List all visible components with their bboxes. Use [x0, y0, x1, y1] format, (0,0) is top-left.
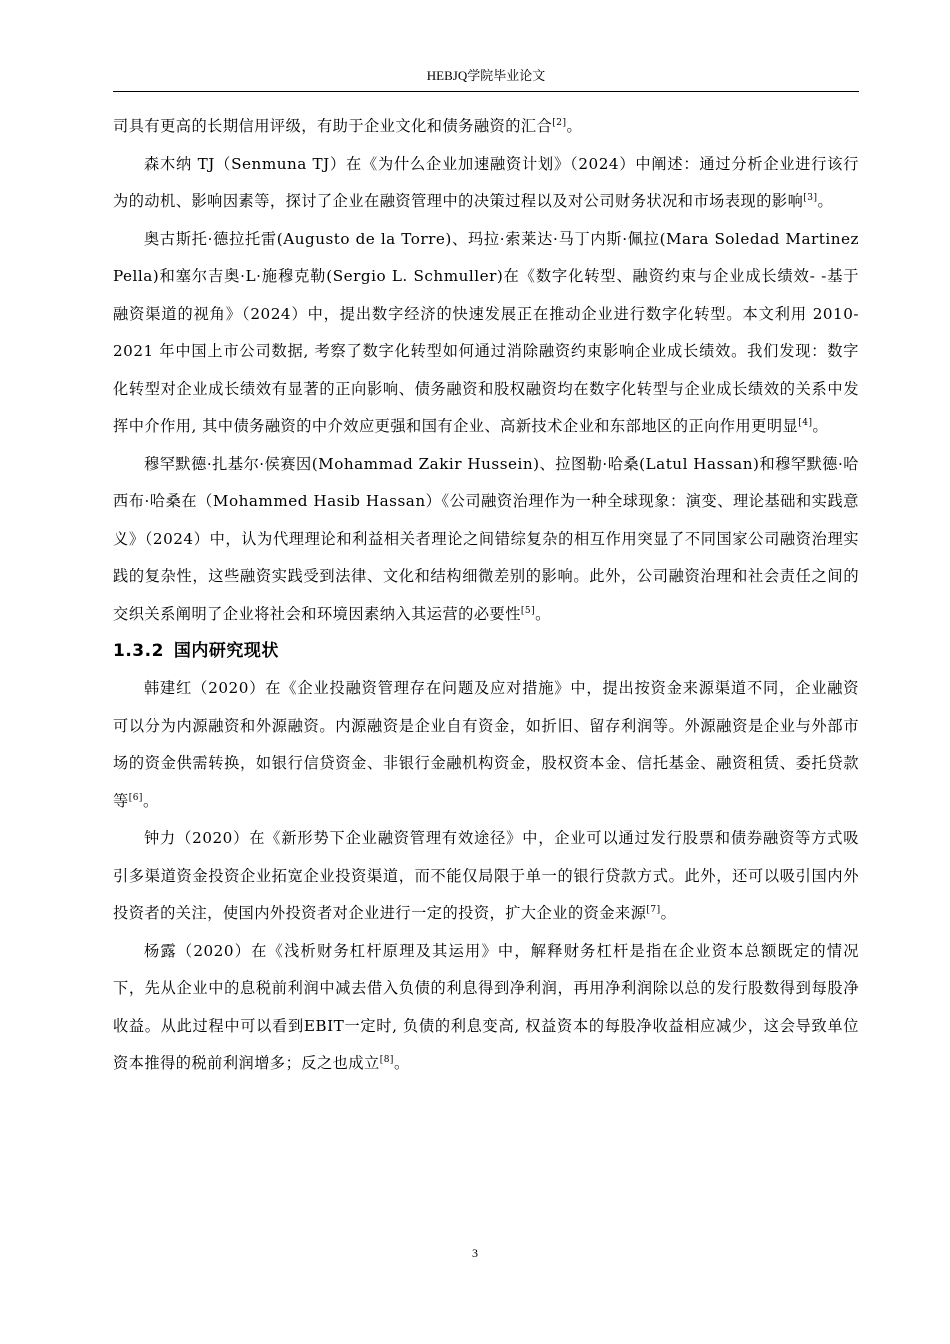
- page-number: 3: [472, 1246, 478, 1260]
- page-body: [113, 108, 859, 1083]
- running-header: HEBJQ学院毕业论文: [426, 68, 546, 83]
- paragraph-yang: [113, 933, 859, 1083]
- paragraph-continuation: [113, 108, 859, 146]
- citation-ref: [8]: [379, 1055, 394, 1065]
- section-number: 1.3.2: [113, 641, 164, 661]
- paragraph-end: 。: [142, 791, 159, 810]
- paragraph-hussein: [113, 446, 859, 634]
- section-heading: [113, 633, 859, 670]
- paragraph-senmuna: [113, 146, 859, 221]
- paragraph-end: 。: [566, 117, 583, 135]
- citation-ref: [6]: [128, 792, 143, 803]
- paragraph-text: 穆罕默德·扎基尔·侯赛因(Mohammad Zakir Hussein)、拉图勒·哈桑(Latul Hassan)和穆罕默德·哈西布·哈桑在（Mohammed Hasib Hassan）《公司融资治理作为一种全球现象：演变、理论基础和实践意义》（2024）中，认为代理理论和利益相关者理论之间错综复杂的相互作用突显了不同国家公司融资治理实践的复杂性，这些融资实践受到法律、文化和结构细微差别的影响。此外，公司融资治理和社会责任之间的交织关系阐明了企业将社会和环境因素纳入其运营的必要性: [113, 454, 859, 623]
- paragraph-end: 。: [660, 904, 677, 922]
- paragraph-end: 。: [535, 604, 551, 623]
- paragraph-end: 。: [817, 192, 834, 210]
- paragraph-han: [113, 670, 859, 820]
- paragraph-end: 。: [812, 417, 829, 435]
- paragraph-text: 奥古斯托·德拉托雷(Augusto de la Torre)、玛拉·索莱达·马丁内斯·佩拉(Mara Soledad Martinez Pella)和塞尔吉奥·L·施穆克勒(Sergio L. Schmuller)在《数字化转型、融资约束与企业成长绩效- -基于融资渠道的视角》（2024）中，提出数字经济的快速发展正在推动企业进行数字化转型。本文利用 2010-2021 年中国上市公司数据, 考察了数字化转型如何通过消除融资约束影响企业成长绩效。我们发现：数字化转型对企业成长绩效有显著的正向影响、债务融资和股权融资均在数字化转型与企业成长绩效的关系中发挥中介作用, 其中债务融资的中介效应更强和国有企业、高新技术企业和东部地区的正向作用更明显: [113, 229, 859, 435]
- paragraph-text: 韩建红（2020）在《企业投融资管理存在问题及应对措施》中，提出按资金来源渠道不同，企业融资可以分为内源融资和外源融资。内源融资是企业自有资金，如折旧、留存利润等。外源融资是企业与外部市场的资金供需转换，如银行信贷资金、非银行金融机构资金，股权资本金、信托基金、融资租赁、委托贷款等: [113, 679, 859, 810]
- citation-ref: [4]: [798, 418, 813, 428]
- citation-ref: [7]: [646, 905, 661, 915]
- header-divider: [113, 91, 859, 92]
- paragraph-de-la-torre: [113, 221, 859, 446]
- citation-ref: [5]: [520, 605, 536, 616]
- section-title: 国内研究现状: [173, 641, 279, 661]
- paragraph-text: 钟力（2020）在《新形势下企业融资管理有效途径》中，企业可以通过发行股票和债券融资等方式吸引多渠道资金投资企业拓宽企业投资渠道，而不能仅局限于单一的银行贷款方式。此外，还可以吸引国内外投资者的关注，使国内外投资者对企业进行一定的投资，扩大企业的资金来源: [113, 829, 859, 922]
- paragraph-text: 森木纳 TJ（Senmuna TJ）在《为什么企业加速融资计划》（2024）中阐述：通过分析企业进行该行为的动机、影响因素等，探讨了企业在融资管理中的决策过程以及对公司财务状况和市场表现的影响: [113, 154, 859, 210]
- paragraph-text: 杨露（2020）在《浅析财务杠杆原理及其运用》中，解释财务杠杆是指在企业资本总额既定的情况下，先从企业中的息税前利润中减去借入负债的利息得到净利润，再用净利润除以总的发行股数得到每股净收益。从此过程中可以看到EBIT一定时, 负债的利息变高, 权益资本的每股净收益相应减少，这会导致单位资本推得的税前利润增多；反之也成立: [113, 941, 859, 1072]
- paragraph-text: 司具有更高的长期信用评级，有助于企业文化和债务融资的汇合: [113, 117, 553, 135]
- citation-ref: [2]: [552, 118, 567, 128]
- citation-ref: [3]: [803, 193, 818, 203]
- paragraph-zhong: [113, 820, 859, 933]
- paragraph-end: 。: [393, 1054, 410, 1072]
